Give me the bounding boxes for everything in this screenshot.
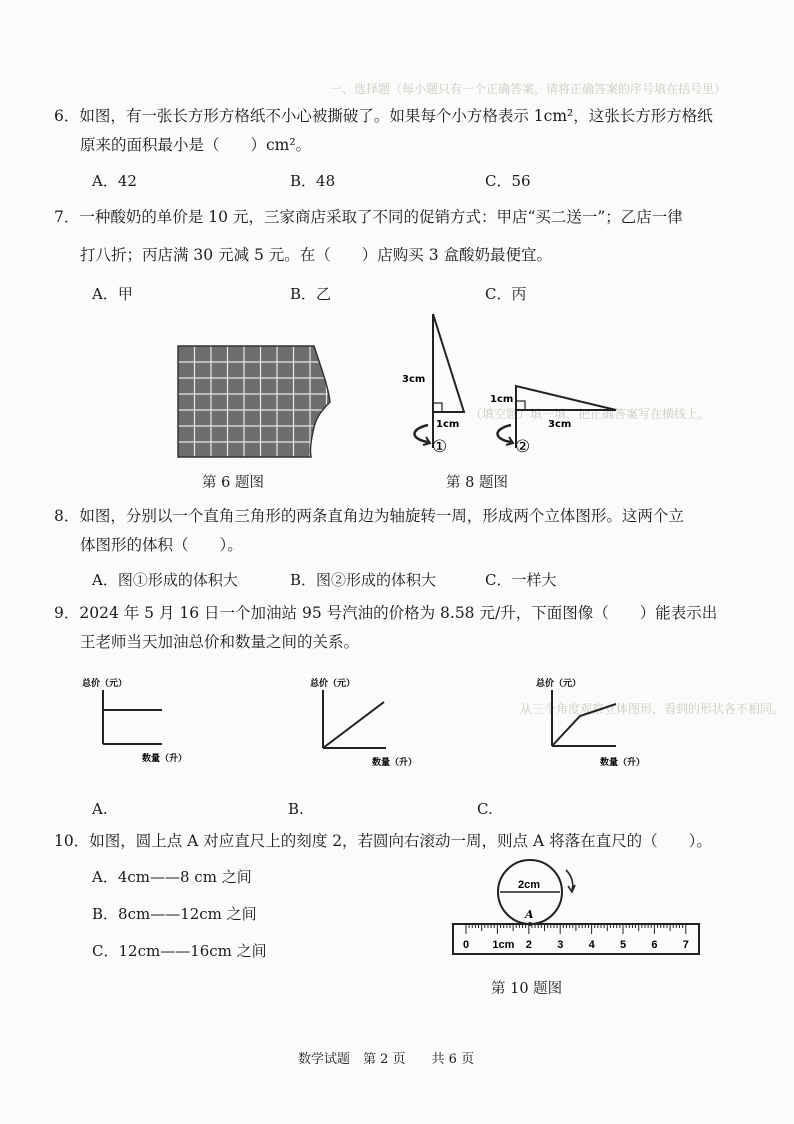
q9-option-b[interactable]: B.: [288, 800, 304, 818]
fig8-t1-marker: ①: [432, 437, 448, 457]
fig8-triangles: [398, 308, 630, 460]
q8-text-line1: 8．如图，分别以一个直角三角形的两条直角边为轴旋转一周，形成两个立体图形。这两个立: [54, 507, 684, 525]
fig10-point-label: A: [525, 908, 534, 921]
fig8-caption: 第 8 题图: [446, 475, 508, 491]
fig10-circle-ruler: [448, 858, 704, 958]
fig8-t2-height-label: 1cm: [490, 394, 514, 405]
q10-option-c[interactable]: C．12cm——16cm 之间: [92, 942, 267, 960]
q9-option-a[interactable]: A.: [92, 800, 108, 818]
q9-graph-c: [530, 676, 670, 772]
fig8-t2-marker: ②: [515, 437, 531, 457]
fig10-diameter-label: 2cm: [518, 879, 541, 891]
ruler-label: 7: [682, 939, 689, 951]
q10-option-b[interactable]: B．8cm——12cm 之间: [92, 905, 257, 923]
fig8-t2-base-label: 3cm: [548, 419, 572, 430]
q9-graph-b: [300, 676, 430, 772]
graph-c-xlabel: 数量（升）: [600, 758, 646, 768]
q10-text-line1: 10．如图，圆上点 A 对应直尺上的刻度 2，若圆向右滚动一周，则点 A 将落在直尺的（ ）。: [54, 832, 712, 850]
ruler-label: 3: [557, 939, 564, 951]
q10-option-a[interactable]: A．4cm——8 cm 之间: [92, 868, 252, 886]
q8-option-c[interactable]: C．一样大: [485, 571, 557, 589]
fig10-caption: 第 10 题图: [491, 981, 563, 997]
page-footer: 数学试题 第 2 页 共 6 页: [298, 1052, 475, 1067]
q6-option-a[interactable]: A．42: [92, 172, 137, 190]
q7-option-b[interactable]: B．乙: [290, 285, 332, 303]
fig6-caption: 第 6 题图: [202, 475, 264, 491]
ruler-label: 6: [651, 939, 658, 951]
q7-text-line1: 7．一种酸奶的单价是 10 元，三家商店采取了不同的促销方式：甲店“买二送一”；乙店一律: [54, 208, 683, 226]
q7-text-line2: 打八折；丙店满 30 元减 5 元。在（ ）店购买 3 盒酸奶最便宜。: [80, 246, 553, 264]
q9-text-line1: 9．2024 年 5 月 16 日一个加油站 95 号汽油的价格为 8.58 元/升，下面图像（ ）能表示出: [54, 604, 718, 622]
ruler-label: 1cm: [492, 939, 515, 951]
q8-option-b[interactable]: B．图②形成的体积大: [290, 571, 437, 589]
q9-graph-a: [72, 676, 202, 768]
bleed-text: 从三个角度观察立体图形，看到的形状各不相同。: [520, 702, 785, 716]
ruler-label: 0: [463, 939, 470, 951]
fig6-torn-grid: [170, 340, 340, 465]
q7-option-c[interactable]: C．丙: [485, 285, 527, 303]
q6-option-b[interactable]: B．48: [290, 172, 336, 190]
bleed-text: （填空题）填一填，把正确答案写在横线上。: [470, 407, 711, 421]
q8-text-line2: 体图形的体积（ ）。: [80, 536, 243, 554]
q6-text-line1: 6．如图，有一张长方形方格纸不小心被撕破了。如果每个小方格表示 1cm²，这张长方形方格纸: [54, 107, 713, 125]
ruler-label: 2: [525, 939, 532, 951]
fig8-t1-base-label: 1cm: [436, 419, 460, 430]
q7-option-a[interactable]: A．甲: [92, 285, 133, 303]
fig8-t1-height-label: 3cm: [402, 374, 426, 385]
graph-c-ylabel: 总价（元）: [536, 679, 582, 689]
bleed-text: 一、选择题（每小题只有一个正确答案，请将正确答案的序号填在括号里）: [330, 82, 727, 96]
graph-b-xlabel: 数量（升）: [372, 758, 418, 768]
q6-text-line2: 原来的面积最小是（ ）cm²。: [80, 136, 312, 154]
graph-b-ylabel: 总价（元）: [310, 679, 356, 689]
q8-option-a[interactable]: A．图①形成的体积大: [92, 571, 238, 589]
ruler-label: 4: [588, 939, 595, 951]
graph-a-xlabel: 数量（升）: [142, 754, 188, 764]
q9-option-c[interactable]: C.: [477, 800, 493, 818]
q6-option-c[interactable]: C．56: [485, 172, 531, 190]
ruler-label: 5: [620, 939, 627, 951]
q9-text-line2: 王老师当天加油总价和数量之间的关系。: [80, 633, 360, 651]
graph-a-ylabel: 总价（元）: [82, 679, 128, 689]
